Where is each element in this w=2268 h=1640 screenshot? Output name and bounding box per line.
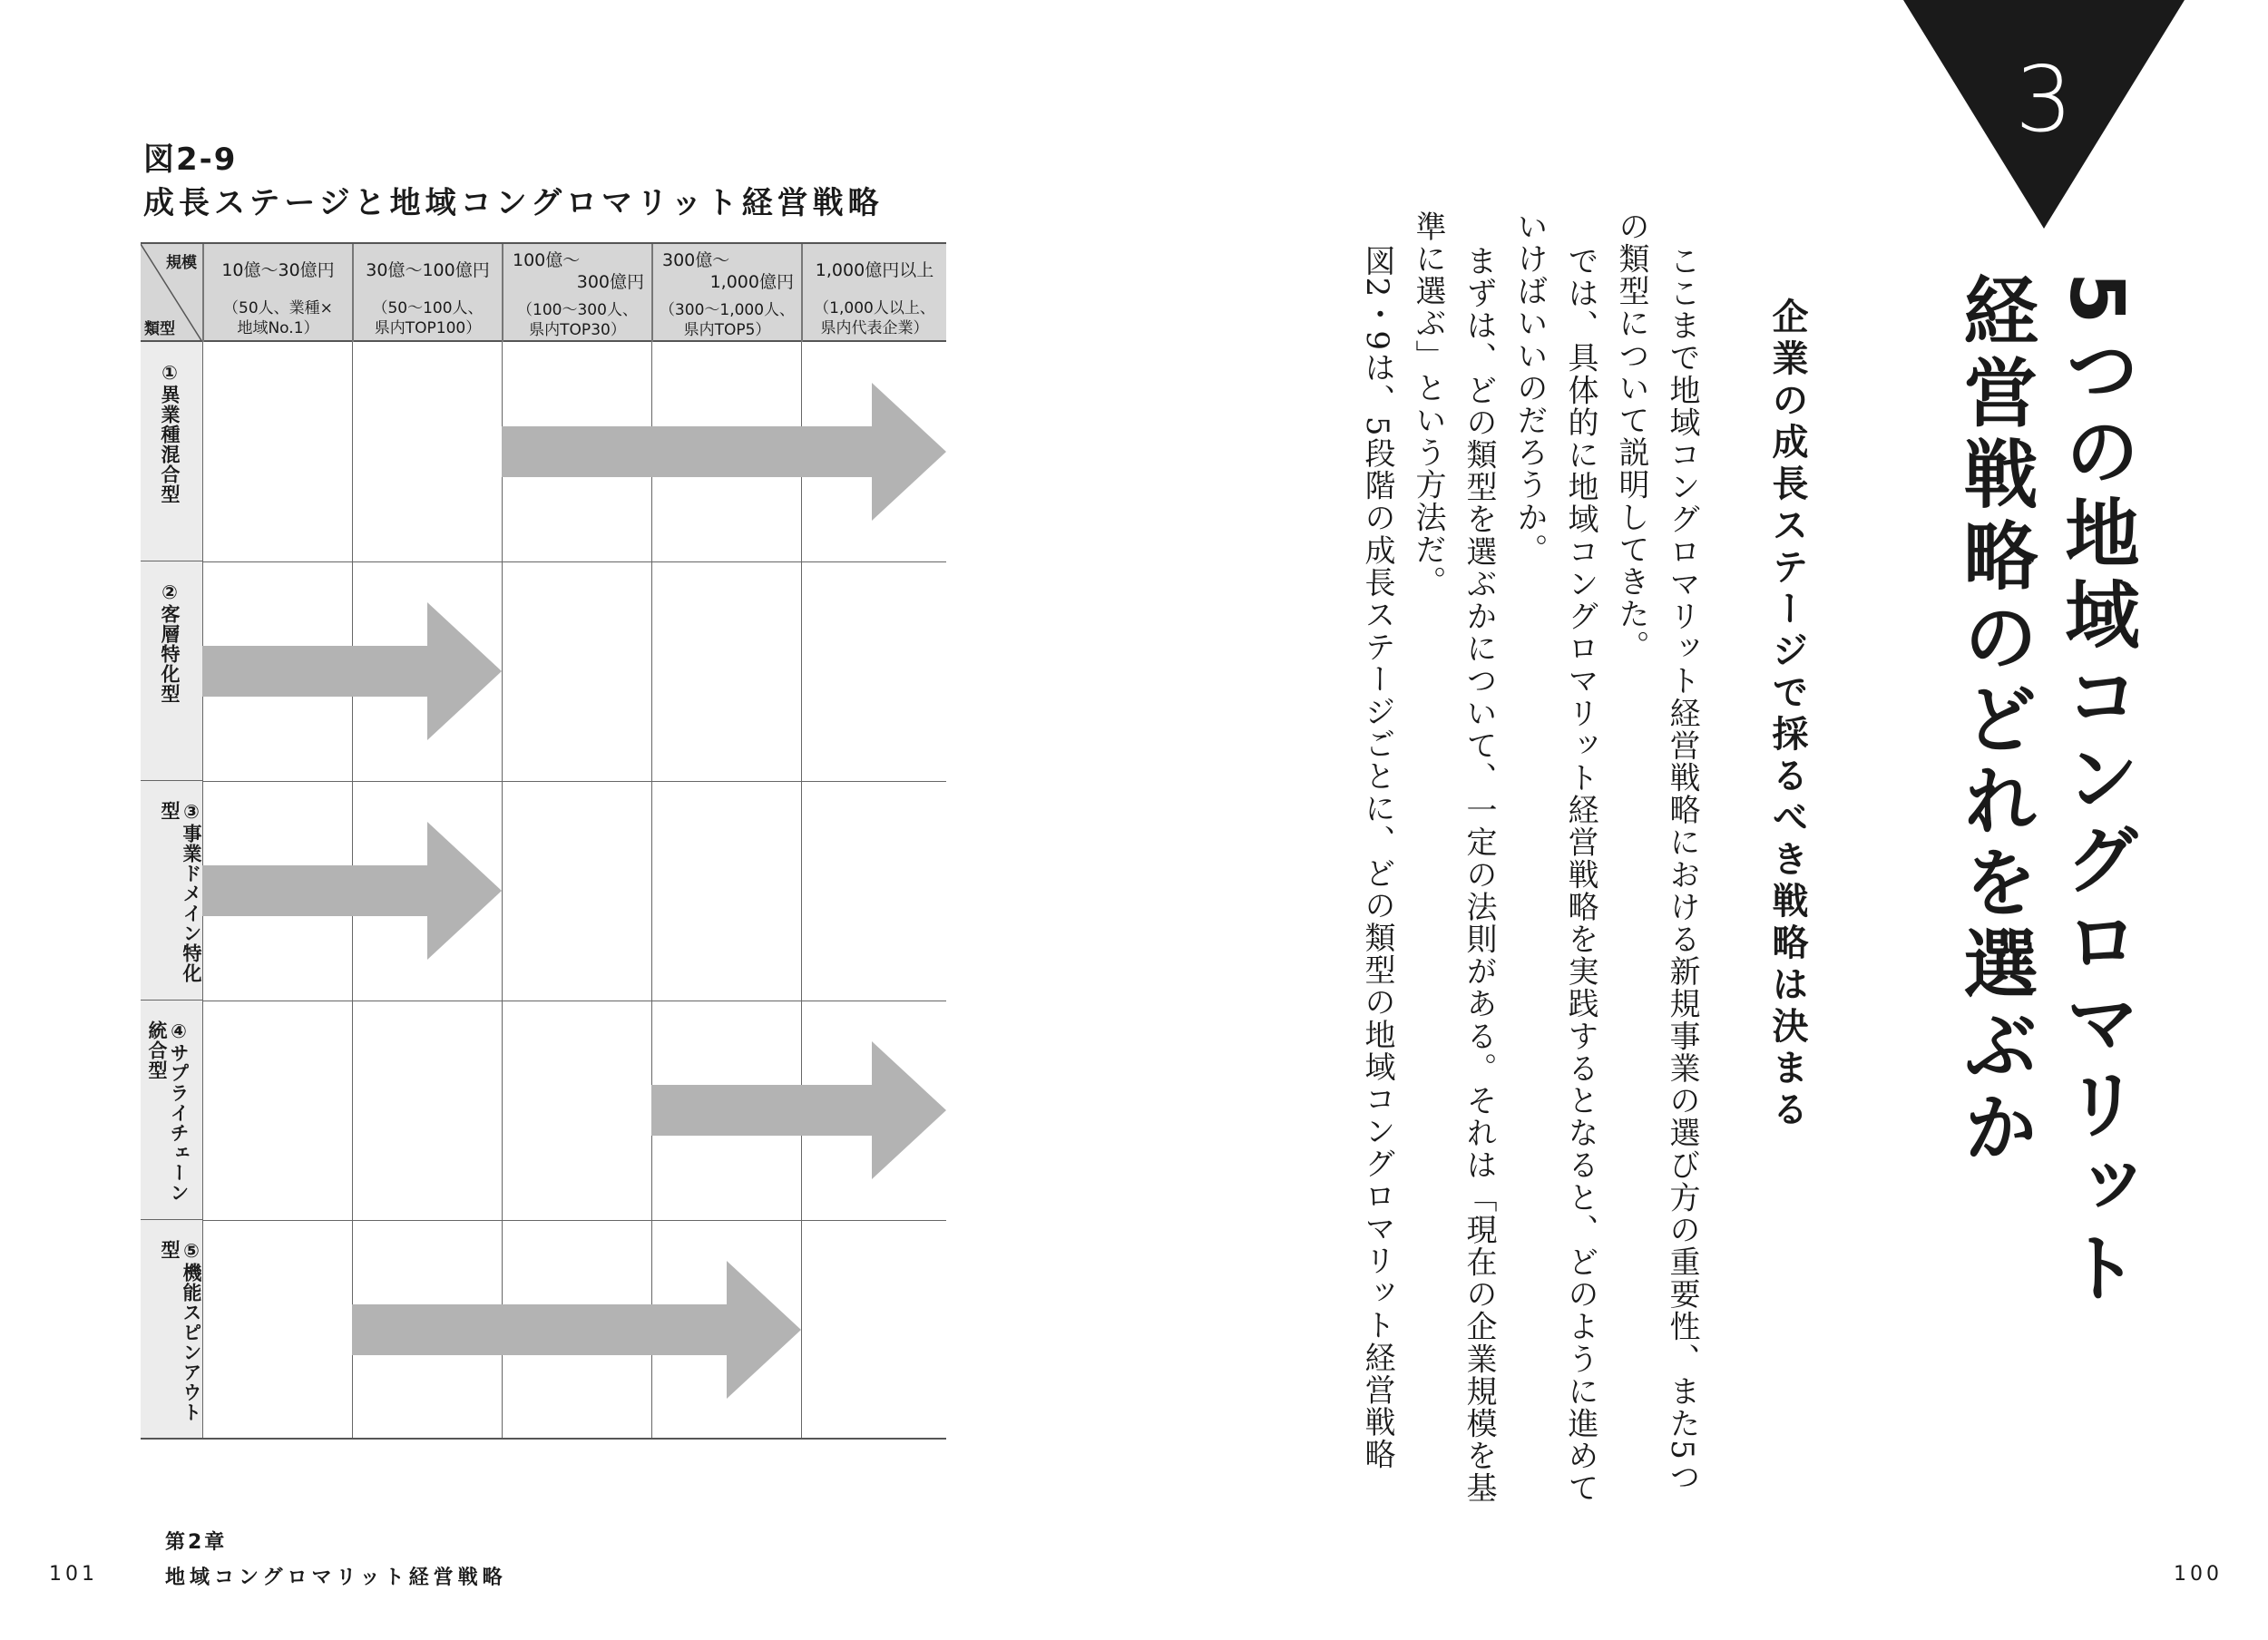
table-bottom-border xyxy=(141,1438,946,1440)
column-header-scale: 300億～ 1,000億円 xyxy=(662,250,794,292)
column-header-detail: （1,000人以上、 県内代表企業） xyxy=(814,299,935,337)
body-line-2: の類型について説明してきた。 xyxy=(1613,210,1649,663)
row-label-text: ④サプライチェーン xyxy=(168,1020,190,1203)
row-label-4 xyxy=(141,1001,202,1220)
column-header-2 xyxy=(352,244,502,342)
body-line-6: 準に選ぶ」という方法だ。 xyxy=(1410,210,1446,599)
row-label-text: ⑤機能スピンアウト型 xyxy=(159,1240,202,1422)
header-corner-cell xyxy=(141,244,202,344)
row-label-2 xyxy=(141,561,202,781)
running-head-chapter: 第2章 xyxy=(165,1531,228,1554)
growth-stage-table xyxy=(141,242,946,1440)
page-number-right: 100 xyxy=(2174,1563,2223,1586)
body-line-5: まずは、どの類型を選ぶかについて、一定の法則がある。それは「現在の企業規模を基 xyxy=(1461,245,1497,1505)
column-header-3 xyxy=(502,244,651,342)
stage-arrow-row-4 xyxy=(651,1041,946,1179)
stage-arrow-row-1 xyxy=(502,383,946,521)
figure-title: 成長ステージと地域コングロマリット経営戦略 xyxy=(143,185,884,221)
stage-arrow-row-5 xyxy=(352,1261,801,1399)
table-header-row xyxy=(141,242,946,342)
row-label-text: ②客層特化型 xyxy=(159,581,181,704)
row-label-text: ③事業ドメイン特化型 xyxy=(159,801,202,983)
row-label-text: ①異業種混合型 xyxy=(159,362,181,504)
row-label-1 xyxy=(141,342,202,561)
body-line-4: いけばいいのだろうか。 xyxy=(1511,210,1548,566)
section-subtitle: 企業の成長ステージで採るべき戦略は決まる xyxy=(1766,298,1808,1132)
stage-arrow-row-3 xyxy=(202,822,502,960)
column-header-detail: （300～1,000人、 県内TOP5） xyxy=(659,301,796,339)
row-label-3 xyxy=(141,781,202,1001)
column-header-4 xyxy=(651,244,801,342)
column-header-5 xyxy=(801,244,946,342)
row-label-5 xyxy=(141,1220,202,1438)
body-line-1: ここまで地域コングロマリット経営戦略における新規事業の選び方の重要性、また5つ xyxy=(1664,245,1700,1494)
column-header-scale: 1,000億円以上 xyxy=(815,260,934,280)
grid-row-divider xyxy=(202,781,946,782)
running-head-title: 地域コングロマリット経営戦略 xyxy=(165,1567,507,1589)
body-line-3: では、具体的に地域コングロマリット経営戦略を実践するとなると、どのように進めて xyxy=(1562,245,1598,1505)
corner-scale-label: 規模 xyxy=(166,254,197,272)
column-header-detail: （50～100人、 県内TOP100） xyxy=(372,299,484,337)
corner-type-label: 類型 xyxy=(144,320,175,338)
page-number-left: 101 xyxy=(49,1563,98,1586)
body-line-7: 図2・9は、5段階の成長ステージごとに、どの類型の地域コングロマリット経営戦略 xyxy=(1359,245,1395,1471)
section-number: 3 xyxy=(2015,46,2073,152)
column-header-1 xyxy=(202,244,352,342)
column-header-scale: 10億～30億円 xyxy=(221,260,335,280)
column-header-scale: 100億～ 300億円 xyxy=(513,250,644,292)
grid-row-divider xyxy=(202,1220,946,1221)
grid-row-divider xyxy=(202,561,946,562)
column-header-scale: 30億～100億円 xyxy=(366,260,490,280)
stage-arrow-row-2 xyxy=(202,602,502,740)
section-title-line-2: 経営戦略のどれを選ぶか xyxy=(1951,272,2038,1170)
figure-number: 図2-9 xyxy=(143,142,238,178)
column-header-detail: （100～300人、 県内TOP30） xyxy=(517,301,638,339)
column-header-detail: （50人、業種× 地域No.1） xyxy=(223,299,333,337)
section-title-line-1: 5つの地域コングロマリット xyxy=(2053,272,2139,1312)
row-label-text: 統合型 xyxy=(146,1020,168,1080)
